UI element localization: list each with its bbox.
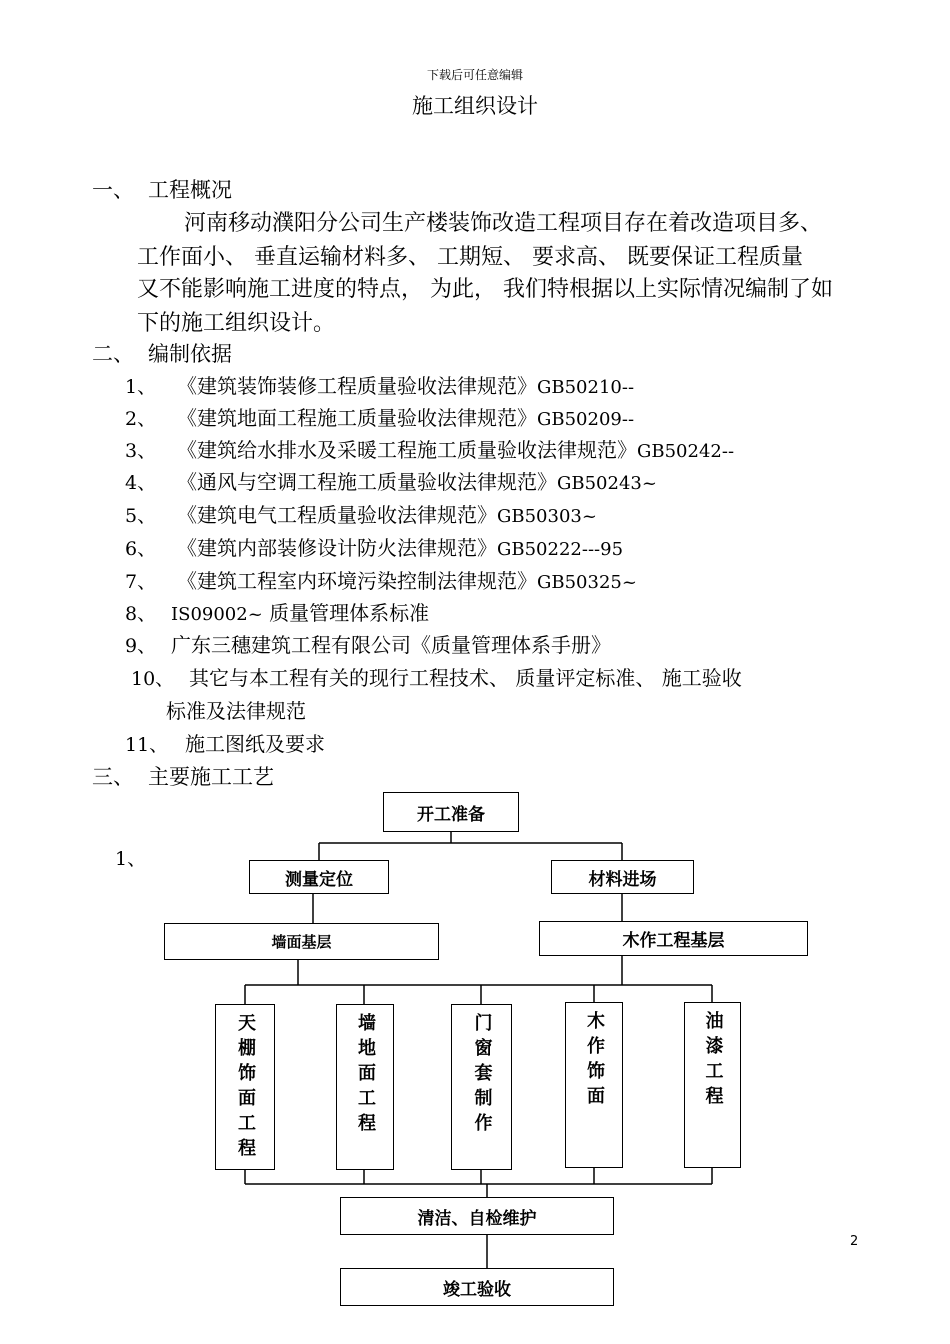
flow-box-clean: 清洁、自检维护	[340, 1197, 614, 1235]
page-number: 2	[850, 1234, 859, 1249]
basis-item-code: GB50243~	[557, 473, 657, 494]
basis-item-number: 8、	[125, 603, 157, 625]
basis-item-5	[125, 499, 597, 528]
basis-item-6	[125, 532, 623, 561]
basis-item-number: 1、	[125, 376, 157, 398]
basis-item-code: GB50325~	[537, 572, 637, 593]
basis-item-text: 标准及法律规范	[166, 699, 306, 723]
basis-item-code: GB50209--	[537, 409, 635, 430]
basis-item-number: 3、	[125, 440, 157, 462]
basis-item-number: 11、	[125, 734, 169, 756]
basis-item-text: 《建筑装饰装修工程质量验收法律规范》	[177, 374, 537, 398]
basis-item-text: 《建筑电气工程质量验收法律规范》	[177, 503, 497, 527]
basis-item-text: 其它与本工程有关的现行工程技术、 质量评定标准、 施工验收	[189, 666, 742, 690]
basis-item-3	[125, 434, 734, 463]
flow-box-wood-base: 木作工程基层	[539, 921, 808, 956]
flow-box-materials: 材料进场	[551, 860, 694, 894]
basis-item-text: 质量管理体系标准	[262, 601, 430, 625]
basis-item-number: 2、	[125, 408, 157, 430]
basis-item-2	[125, 402, 634, 431]
basis-item-text: 《建筑内部装修设计防火法律规范》	[177, 536, 497, 560]
basis-item-text: 施工图纸及要求	[185, 732, 325, 756]
flow-box-ceiling-finish: 天棚饰面工程	[215, 1004, 275, 1170]
section-1-heading: 工程概况	[148, 178, 232, 202]
basis-item-code: GB50242--	[637, 441, 735, 462]
basis-item-code: GB50222---95	[497, 539, 624, 560]
section-2-number: 二、	[92, 342, 134, 366]
flow-box-wall-floor: 墙地面工程	[336, 1004, 394, 1170]
flowchart-number: 1、	[115, 848, 147, 870]
flow-box-wood-finish: 木作饰面	[565, 1002, 623, 1168]
basis-item-number: 5、	[125, 505, 157, 527]
basis-item-text: 广东三穗建筑工程有限公司《质量管理体系手册》	[171, 633, 611, 657]
basis-item-text: 《通风与空调工程施工质量验收法律规范》	[177, 470, 557, 494]
basis-item-8	[125, 597, 429, 626]
basis-item-text: 《建筑地面工程施工质量验收法律规范》	[177, 406, 537, 430]
section-3-heading: 主要施工工艺	[148, 765, 274, 789]
overview-line-2: 工作面小、 垂直运输材料多、 工期短、 要求高、 既要保证工程质量	[137, 245, 803, 270]
basis-item-1	[125, 370, 634, 399]
flow-box-door-window: 门窗套制作	[451, 1004, 512, 1170]
basis-item-number: 4、	[125, 472, 157, 494]
flow-box-acceptance: 竣工验收	[340, 1268, 614, 1306]
flow-box-wall-base: 墙面基层	[164, 923, 439, 960]
basis-item-text: 《建筑工程室内环境污染控制法律规范》	[177, 569, 537, 593]
overview-line-4: 下的施工组织设计。	[137, 311, 336, 336]
basis-item-code: IS09002~	[171, 604, 263, 625]
basis-item-7	[125, 565, 637, 594]
section-3-number: 三、	[92, 765, 134, 789]
basis-item-10-continued	[166, 695, 306, 724]
basis-item-number: 10、	[131, 668, 175, 690]
watermark-text: 下载后可任意编辑	[426, 68, 523, 82]
basis-item-4	[125, 466, 657, 495]
basis-item-9	[125, 629, 611, 658]
flow-box-painting: 油漆工程	[684, 1002, 741, 1168]
basis-item-11	[125, 728, 325, 757]
basis-item-number: 9、	[125, 635, 157, 657]
basis-item-number: 6、	[125, 538, 157, 560]
basis-item-code: GB50210--	[537, 377, 635, 398]
basis-item-code: GB50303~	[497, 506, 597, 527]
basis-item-number: 7、	[125, 571, 157, 593]
flow-box-survey: 测量定位	[249, 860, 389, 894]
document-title: 施工组织设计	[412, 94, 538, 118]
section-1-number: 一、	[92, 178, 134, 202]
overview-line-3: 又不能影响施工进度的特点， 为此， 我们特根据以上实际情况编制了如	[137, 277, 833, 302]
basis-item-text: 《建筑给水排水及采暖工程施工质量验收法律规范》	[177, 438, 637, 462]
section-2-heading: 编制依据	[148, 342, 232, 366]
basis-item-10	[131, 662, 742, 691]
flow-box-start: 开工准备	[383, 792, 519, 832]
overview-line-1: 河南移动濮阳分公司生产楼装饰改造工程项目存在着改造项目多、	[184, 211, 823, 236]
